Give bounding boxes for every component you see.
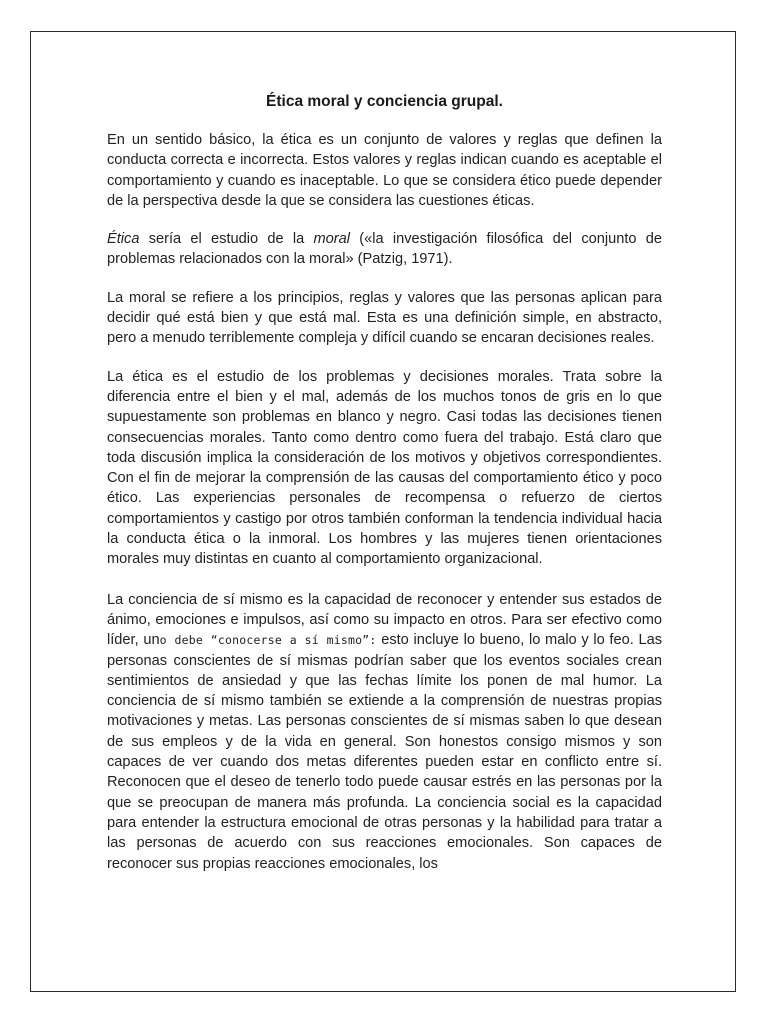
term-moral: moral bbox=[313, 231, 351, 248]
document-body bbox=[107, 92, 662, 892]
paragraph-3: La moral se refiere a los principios, reglas y valores que las personas aplican para decidir qué está bien y que está mal. Esta es una definición simple, en abstracto, pero a menudo terriblemente compleja y difícil cuando se encaran decisiones reales. bbox=[107, 289, 662, 347]
paragraph-5 bbox=[107, 590, 662, 874]
paragraph-4: La ética es el estudio de los problemas y decisiones morales. Trata sobre la diferencia entre el bien y el mal, además de los muchos tonos de gris en lo que supuestamente son problemas en blanco y negro. Casi todas las decisiones tienen consecuencias morales. Tanto como dentro como fuera del trabajo. Está claro que toda discusión implica la consideración de los motivos y objetivos correspondientes. Con el fin de mejorar la comprensión de las causas del comportamiento ético y poco ético. Las experiencias personales de recompensa o refuerzo de ciertos comportamientos y castigo por otros también conforman la tendencia individual hacia la conducta ética o la inmoral. Los hombres y las mujeres tienen orientaciones morales muy distintas en cuanto al comportamiento organizacional. bbox=[107, 368, 662, 568]
term-etica: Ética bbox=[107, 231, 140, 248]
paragraph-5-mono-text: o debe “conocerse a sí mismo”: bbox=[159, 633, 377, 648]
document-title: Ética moral y conciencia grupal. bbox=[266, 93, 503, 110]
paragraph-1: En un sentido básico, la ética es un conjunto de valores y reglas que definen la conducta correcta e incorrecta. Estos valores y reglas indican cuando es aceptable el comportamiento y cuando es inaceptable. Lo que se considera ético puede depender de la perspectiva desde la que se considera las cuestiones éticas. bbox=[107, 132, 662, 209]
paragraph-5-text-2: esto incluye lo bueno, lo malo y lo feo. Las personas conscientes de sí mismas podrían saber que los eventos sociales crean sentimientos de ansiedad y que las fechas límite los ponen de mal humor. La conciencia de sí mismo también se extiende a la comprensión de nuestras propias motivaciones y metas. Las personas conscientes de sí mismas saben lo que desean de sus empleos y de la vida en general. Son honestos consigo mismos y son capaces de ver cuando dos metas diferentes pueden estar en conflicto entre sí. Reconocen que el deseo de tenerlo todo puede causar estrés en las personas por la que se preocupan de manera más profunda. La conciencia social es la capacidad para entender la estructura emocional de otras personas y la habilidad para tratar a las personas de acuerdo con sus reacciones emocionales. Son capaces de reconocer sus propias reacciones emocionales, los bbox=[107, 632, 662, 872]
document-page bbox=[30, 31, 736, 992]
paragraph-5-text-1: La conciencia de sí mismo es la capacidad de reconocer y entender sus estados de ánimo, emociones e impulsos, así como su impacto en otros. Para ser efectivo como líder, un bbox=[107, 591, 662, 649]
paragraph-2-text-1: sería el estudio de la bbox=[139, 231, 314, 248]
paragraph-2 bbox=[107, 229, 662, 270]
paragraph-2-text-2: («la investigación filosófica del conjunto de problemas relacionados con la moral» (Patzig, 1971). bbox=[107, 231, 662, 268]
